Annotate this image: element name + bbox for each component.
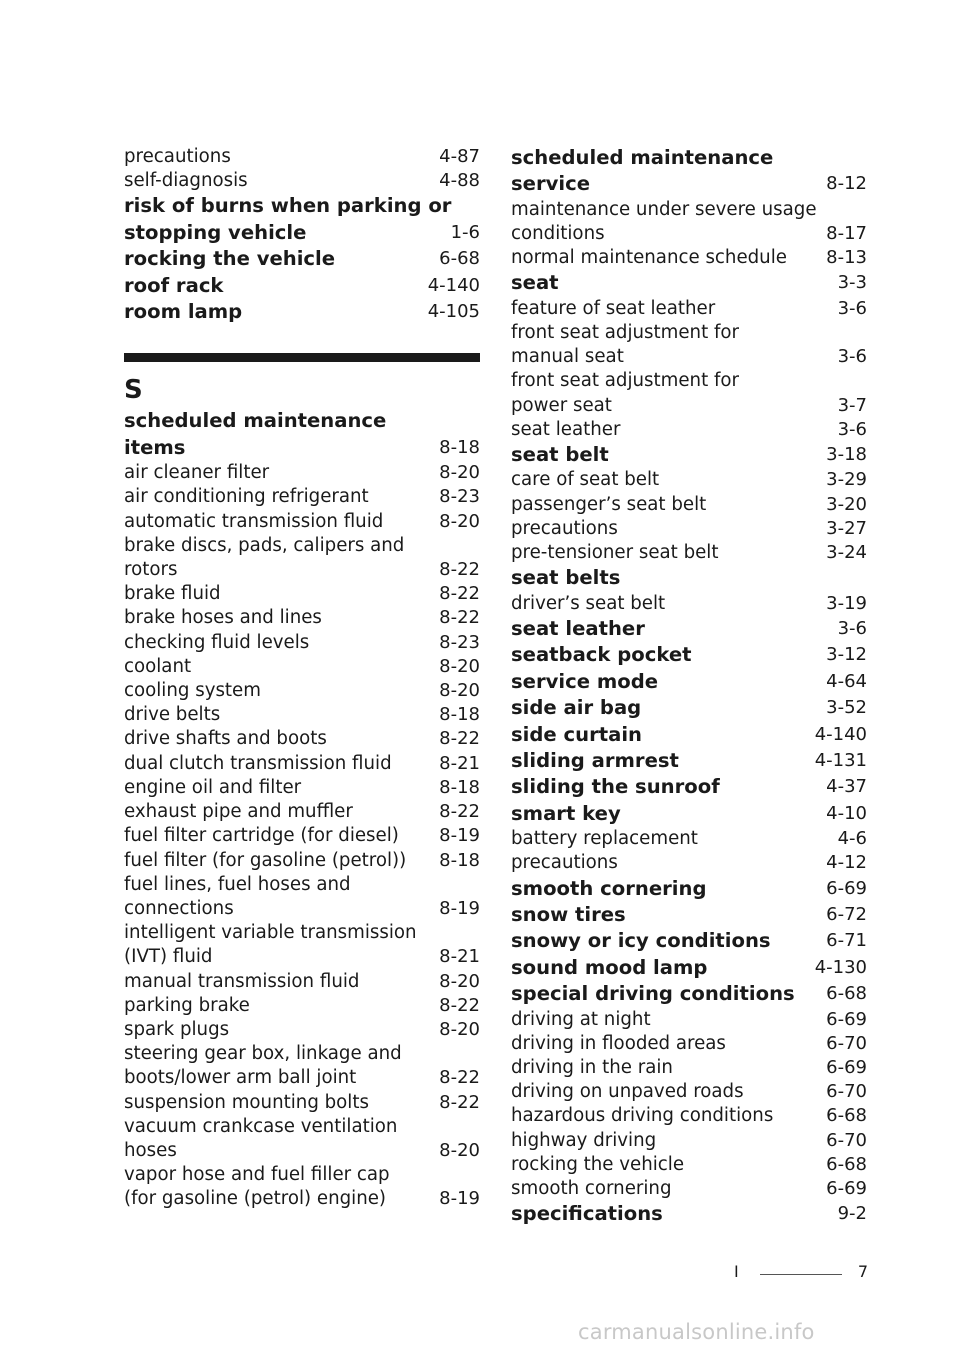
- index-subentry: [511, 369, 867, 393]
- entry-label: seat belt: [511, 443, 609, 467]
- entry-label: passenger’s seat belt: [511, 493, 707, 515]
- entry-label: coolant: [124, 655, 192, 677]
- index-subentry: [511, 1080, 867, 1104]
- entry-page-ref: 4-37: [826, 776, 867, 798]
- index-subentry: [124, 849, 480, 873]
- entry-label: brake hoses and lines: [124, 607, 322, 629]
- index-subentry: [511, 541, 867, 565]
- entry-page-ref: 4-12: [826, 852, 867, 874]
- entry-page-ref: 6-71: [826, 930, 867, 952]
- entry-label: side curtain: [511, 722, 642, 746]
- entry-page-ref: 8-20: [439, 1018, 480, 1040]
- entry-page-ref: 8-22: [439, 1067, 480, 1089]
- index-subentry: [124, 776, 480, 800]
- entry-label: suspension mounting bolts: [124, 1091, 369, 1113]
- index-subentry: [511, 517, 867, 541]
- index-column-left: [124, 145, 480, 1212]
- entry-label: feature of seat leather: [511, 297, 716, 319]
- index-entry: [511, 981, 867, 1007]
- index-entry: [511, 565, 867, 591]
- entry-page-ref: 3-29: [826, 469, 867, 491]
- entry-page-ref: 6-69: [826, 1177, 867, 1199]
- entry-page-ref: 8-23: [439, 631, 480, 653]
- index-entry: [124, 246, 480, 272]
- entry-label: rocking the vehicle: [124, 247, 336, 271]
- index-subentry: [124, 1163, 480, 1187]
- entry-page-ref: 3-27: [826, 517, 867, 539]
- index-entry: [511, 642, 867, 668]
- index-subentry: [124, 631, 480, 655]
- entry-label: parking brake: [124, 994, 250, 1016]
- index-subentry: [511, 1104, 867, 1128]
- index-subentry: [124, 558, 480, 582]
- entry-page-ref: 4-140: [814, 723, 867, 745]
- section-gap: [124, 325, 480, 345]
- entry-page-ref: 8-19: [439, 1188, 480, 1210]
- index-subentry: [124, 1187, 480, 1211]
- entry-label: fuel lines, fuel hoses and: [124, 873, 351, 895]
- entry-label: power seat: [511, 394, 612, 416]
- entry-page-ref: 3-6: [837, 346, 867, 368]
- index-subentry: [124, 824, 480, 848]
- entry-page-ref: 6-68: [439, 248, 480, 270]
- entry-label: room lamp: [124, 300, 243, 324]
- index-subentry: [511, 198, 867, 222]
- entry-page-ref: 8-20: [439, 510, 480, 532]
- index-subentry: [511, 418, 867, 442]
- entry-page-ref: 3-24: [826, 542, 867, 564]
- entry-label: fuel filter cartridge (for diesel): [124, 825, 399, 847]
- entry-label: battery replacement: [511, 828, 698, 850]
- entry-page-ref: 6-72: [826, 903, 867, 925]
- index-subentry: [511, 851, 867, 875]
- entry-label: roof rack: [124, 273, 224, 297]
- entry-page-ref: 8-13: [826, 247, 867, 269]
- entry-label: connections: [124, 897, 234, 919]
- index-entry: [124, 220, 480, 246]
- index-entry: [511, 695, 867, 721]
- index-subentry: [124, 510, 480, 534]
- index-subentry: [124, 703, 480, 727]
- entry-label: driving in flooded areas: [511, 1032, 726, 1054]
- index-subentry: [511, 345, 867, 369]
- index-subentry: [124, 606, 480, 630]
- entry-page-ref: 4-10: [826, 802, 867, 824]
- entry-page-ref: 8-19: [439, 825, 480, 847]
- index-subentry: [124, 1018, 480, 1042]
- index-subentry: [511, 827, 867, 851]
- entry-page-ref: 8-20: [439, 970, 480, 992]
- index-entry: [124, 193, 480, 219]
- entry-label: pre-tensioner seat belt: [511, 542, 719, 564]
- entry-page-ref: 8-22: [439, 994, 480, 1016]
- entry-page-ref: 8-18: [439, 436, 480, 458]
- entry-page-ref: 3-12: [826, 644, 867, 666]
- entry-label: boots/lower arm ball joint: [124, 1067, 357, 1089]
- index-entry: [511, 442, 867, 468]
- entry-label: drive shafts and boots: [124, 728, 327, 750]
- index-entry: [511, 270, 867, 296]
- index-subentry: [124, 897, 480, 921]
- index-subentry: [511, 321, 867, 345]
- entry-label: dual clutch transmission fluid: [124, 752, 392, 774]
- entry-page-ref: 8-21: [439, 946, 480, 968]
- index-subentry: [124, 1139, 480, 1163]
- entry-label: vapor hose and fuel filler cap: [124, 1164, 390, 1186]
- index-subentry: [124, 1066, 480, 1090]
- index-subentry: [124, 534, 480, 558]
- entry-label: precautions: [511, 517, 618, 539]
- entry-page-ref: 8-18: [439, 776, 480, 798]
- entry-label: fuel filter (for gasoline (petrol)): [124, 849, 407, 871]
- entry-page-ref: 6-68: [826, 1105, 867, 1127]
- entry-label: manual transmission fluid: [124, 970, 360, 992]
- index-subentry: [124, 945, 480, 969]
- index-subentry: [511, 493, 867, 517]
- entry-label: driving in the rain: [511, 1056, 673, 1078]
- entry-label: seat: [511, 271, 559, 295]
- index-entry: [511, 722, 867, 748]
- entry-page-ref: 8-20: [439, 462, 480, 484]
- watermark-text: carmanualsonline.info: [578, 1320, 815, 1344]
- index-subentry: [124, 873, 480, 897]
- entry-label: normal maintenance schedule: [511, 247, 787, 269]
- entry-label: air cleaner filter: [124, 462, 270, 484]
- entry-label: care of seat belt: [511, 469, 660, 491]
- section-divider-bar: [124, 353, 480, 362]
- entry-page-ref: 9-2: [837, 1203, 867, 1225]
- index-entry: [511, 928, 867, 954]
- entry-page-ref: 6-69: [826, 1008, 867, 1030]
- index-subentry: [124, 970, 480, 994]
- entry-label: service mode: [511, 669, 659, 693]
- entry-label: front seat adjustment for: [511, 322, 740, 344]
- index-subentry: [124, 655, 480, 679]
- entry-page-ref: 8-19: [439, 897, 480, 919]
- entry-label: service: [511, 172, 591, 196]
- entry-label: scheduled maintenance: [511, 146, 774, 169]
- entry-page-ref: 8-23: [439, 486, 480, 508]
- entry-label: items: [124, 435, 186, 459]
- index-subentry: [511, 246, 867, 270]
- index-subentry: [511, 1153, 867, 1177]
- entry-label: sound mood lamp: [511, 955, 708, 979]
- index-subentry: [124, 1042, 480, 1066]
- index-subentry: [124, 727, 480, 751]
- index-subentry: [511, 1129, 867, 1153]
- entry-label: brake fluid: [124, 583, 221, 605]
- entry-label: front seat adjustment for: [511, 370, 740, 392]
- entry-label: seat leather: [511, 616, 645, 640]
- entry-label: hazardous driving conditions: [511, 1105, 774, 1127]
- section-letter: S: [124, 375, 143, 406]
- entry-page-ref: 4-105: [427, 301, 480, 323]
- entry-page-ref: 8-20: [439, 1139, 480, 1161]
- entry-label: intelligent variable transmission: [124, 922, 417, 944]
- entry-page-ref: 8-22: [439, 607, 480, 629]
- index-subentry: [511, 592, 867, 616]
- entry-page-ref: 8-17: [826, 223, 867, 245]
- entry-label: (IVT) fluid: [124, 946, 213, 968]
- entry-page-ref: 6-68: [826, 983, 867, 1005]
- section-mark: I: [734, 1262, 739, 1281]
- entry-label: scheduled maintenance: [124, 409, 387, 433]
- entry-page-ref: 3-20: [826, 493, 867, 515]
- entry-label: brake discs, pads, calipers and: [124, 534, 405, 556]
- entry-page-ref: 8-12: [826, 173, 867, 195]
- index-subentry: [511, 1056, 867, 1080]
- index-subentry: [124, 461, 480, 485]
- entry-label: automatic transmission fluid: [124, 510, 384, 532]
- entry-page-ref: 8-20: [439, 680, 480, 702]
- index-subentry: [511, 1177, 867, 1201]
- entry-page-ref: 3-6: [837, 617, 867, 639]
- index-entry: [124, 408, 480, 434]
- entry-label: sliding the sunroof: [511, 775, 720, 799]
- entry-page-ref: 3-3: [837, 272, 867, 294]
- entry-page-ref: 4-131: [814, 749, 867, 771]
- index-subentry: [124, 582, 480, 606]
- entry-label: rocking the vehicle: [511, 1153, 685, 1175]
- entry-page-ref: 3-7: [837, 394, 867, 416]
- entry-label: rotors: [124, 559, 178, 581]
- entry-label: maintenance under severe usage: [511, 198, 817, 220]
- index-entry: [511, 748, 867, 774]
- index-entry: [124, 273, 480, 299]
- index-entry: [511, 902, 867, 928]
- index-subentry: [511, 1008, 867, 1032]
- entry-label: risk of burns when parking or: [124, 194, 452, 218]
- index-entry: [511, 1201, 867, 1227]
- index-subentry: [511, 1032, 867, 1056]
- entry-page-ref: 6-68: [826, 1153, 867, 1175]
- entry-label: driving on unpaved roads: [511, 1081, 744, 1103]
- entry-label: precautions: [124, 146, 231, 167]
- entry-page-ref: 3-18: [826, 444, 867, 466]
- entry-page-ref: 6-70: [826, 1081, 867, 1103]
- entry-label: special driving conditions: [511, 982, 795, 1006]
- index-subentry: [124, 1115, 480, 1139]
- page-number: 7: [857, 1262, 868, 1281]
- entry-label: drive belts: [124, 704, 221, 726]
- index-subentry: [124, 994, 480, 1018]
- entry-label: cooling system: [124, 680, 261, 702]
- entry-label: snowy or icy conditions: [511, 929, 771, 953]
- entry-page-ref: 4-140: [427, 274, 480, 296]
- index-entry: [511, 955, 867, 981]
- entry-label: precautions: [511, 852, 618, 874]
- index-subentry: [124, 169, 480, 193]
- entry-page-ref: 8-22: [439, 559, 480, 581]
- entry-page-ref: 6-69: [826, 877, 867, 899]
- entry-page-ref: 3-6: [837, 418, 867, 440]
- entry-label: snow tires: [511, 902, 626, 926]
- index-entry: [511, 171, 867, 197]
- index-column-right: [511, 145, 867, 1228]
- entry-page-ref: 3-52: [826, 697, 867, 719]
- entry-page-ref: 8-22: [439, 801, 480, 823]
- entry-label: smart key: [511, 801, 621, 825]
- entry-label: self-diagnosis: [124, 170, 248, 192]
- entry-label: conditions: [511, 223, 605, 245]
- entry-page-ref: 6-70: [826, 1129, 867, 1151]
- index-subentry: [124, 485, 480, 509]
- entry-page-ref: 8-18: [439, 849, 480, 871]
- entry-label: smooth cornering: [511, 876, 707, 900]
- index-entry: [511, 876, 867, 902]
- index-entry: [511, 774, 867, 800]
- index-subentry: [124, 800, 480, 824]
- entry-label: sliding armrest: [511, 748, 679, 772]
- entry-page-ref: 4-6: [837, 828, 867, 850]
- entry-label: air conditioning refrigerant: [124, 486, 369, 508]
- entry-label: spark plugs: [124, 1018, 230, 1040]
- index-subentry: [124, 1091, 480, 1115]
- entry-label: engine oil and filter: [124, 776, 302, 798]
- entry-label: steering gear box, linkage and: [124, 1043, 402, 1065]
- entry-page-ref: 8-20: [439, 655, 480, 677]
- entry-label: specifications: [511, 1202, 663, 1226]
- entry-label: smooth cornering: [511, 1177, 672, 1199]
- index-subentry: [124, 145, 480, 169]
- entry-page-ref: 8-22: [439, 728, 480, 750]
- entry-label: hoses: [124, 1139, 177, 1161]
- entry-label: manual seat: [511, 346, 624, 368]
- index-subentry: [511, 394, 867, 418]
- entry-label: seat leather: [511, 418, 621, 440]
- index-subentry: [124, 679, 480, 703]
- entry-label: seat belts: [511, 566, 621, 590]
- entry-label: driver’s seat belt: [511, 592, 666, 614]
- index-entry: [511, 669, 867, 695]
- entry-label: (for gasoline (petrol) engine): [124, 1188, 387, 1210]
- index-entry: [511, 616, 867, 642]
- entry-label: side air bag: [511, 696, 642, 720]
- entry-page-ref: 3-19: [826, 592, 867, 614]
- entry-page-ref: 3-6: [837, 297, 867, 319]
- entry-label: exhaust pipe and muffler: [124, 801, 353, 823]
- index-entry: [124, 299, 480, 325]
- entry-page-ref: 1-6: [450, 221, 480, 243]
- entry-page-ref: 8-18: [439, 704, 480, 726]
- index-entry: [511, 801, 867, 827]
- index-entry: [511, 145, 867, 171]
- entry-page-ref: 6-69: [826, 1056, 867, 1078]
- entry-page-ref: 6-70: [826, 1032, 867, 1054]
- entry-page-ref: 4-88: [439, 170, 480, 192]
- entry-page-ref: 4-64: [826, 670, 867, 692]
- index-entry: [124, 435, 480, 461]
- index-subentry: [124, 752, 480, 776]
- index-subentry: [511, 468, 867, 492]
- index-subentry: [511, 222, 867, 246]
- entry-label: checking fluid levels: [124, 631, 310, 653]
- entry-page-ref: 4-130: [814, 956, 867, 978]
- index-subentry: [124, 921, 480, 945]
- footer-rule: [760, 1274, 842, 1275]
- entry-label: stopping vehicle: [124, 220, 307, 244]
- page-footer: [734, 1262, 868, 1286]
- entry-label: seatback pocket: [511, 643, 692, 667]
- index-subentry: [511, 297, 867, 321]
- entry-label: vacuum crankcase ventilation: [124, 1115, 398, 1137]
- entry-page-ref: 8-22: [439, 1091, 480, 1113]
- entry-label: highway driving: [511, 1129, 657, 1151]
- entry-page-ref: 4-87: [439, 146, 480, 167]
- entry-page-ref: 8-22: [439, 583, 480, 605]
- entry-label: driving at night: [511, 1008, 651, 1030]
- entry-page-ref: 8-21: [439, 752, 480, 774]
